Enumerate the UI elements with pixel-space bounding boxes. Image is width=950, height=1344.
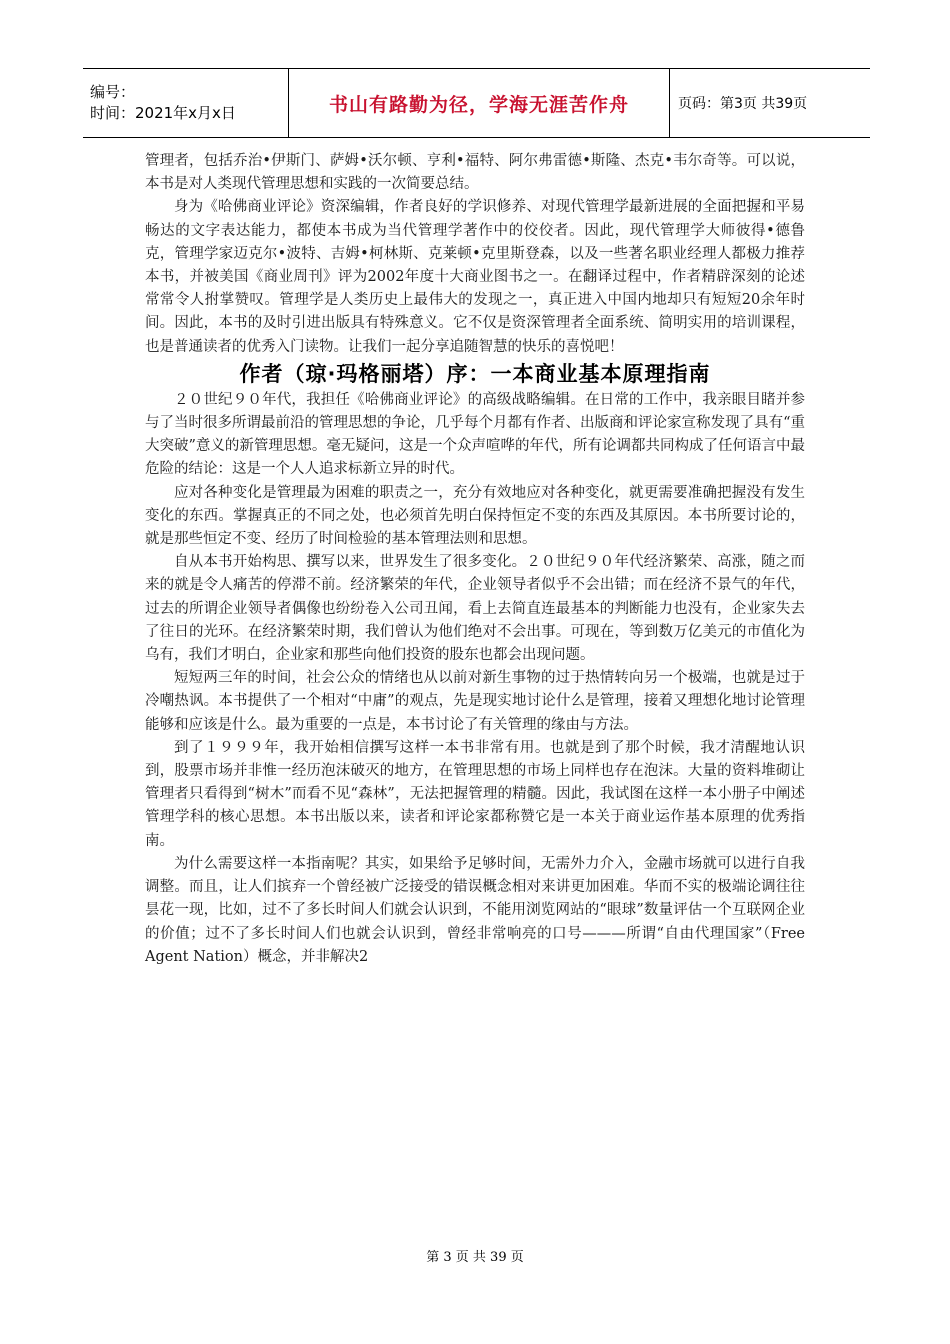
paragraph: 身为《哈佛商业评论》资深编辑，作者良好的学识修养、对现代管理学最新进展的全面把握和平易畅达的文字表达能力，都使本书成为当代管理学著作中的佼佼者。因此，现代管理学大师彼得•德鲁克，管理学家迈克尔•波特、吉姆•柯林斯、克莱顿•克里斯登森，以及一些著名职业经理人都极力推荐本书，并被美国《商业周刊》评为2002年度十大商业图书之一。在翻译过程中，作者精辟深刻的论述常常令人拊掌赞叹。管理学是人类历史上最伟大的发现之一，真正进入中国内地却只有短短20余年时间。因此，本书的及时引进出版具有特殊意义。它不仅是资深管理者全面系统、简明实用的培训课程，也是普通读者的优秀入门读物。让我们一起分享追随智慧的快乐的喜悦吧！ (145, 199, 805, 355)
header-page-info (670, 69, 870, 137)
page-info-text: 页码：第3页 共39页 (678, 96, 808, 112)
header-motto-cell (289, 69, 670, 137)
document-number-label: 编号： (90, 83, 136, 101)
paragraph: 应对各种变化是管理最为困难的职责之一，充分有效地应对各种变化，就更需要准确把握没有发生变化的东西。掌握真正的不同之处，也必须首先明白保持恒定不变的东西及其原因。本书所要讨论的，就是那些恒定不变、经历了时间检验的基本管理法则和思想。 (145, 484, 805, 548)
header-motto: 书山有路勤为径，学海无涯苦作舟 (328, 93, 629, 116)
paragraph-continuation: 管理者，包括乔治•伊斯门、萨姆•沃尔顿、亨利•福特、阿尔弗雷德•斯隆、杰克•韦尔奇等。可以说，本书是对人类现代管理思想和实践的一次简要总结。 (145, 153, 805, 193)
paragraph: 短短两三年的时间，社会公众的情绪也从以前对新生事物的过于热情转向另一个极端，也就是过于冷嘲热讽。本书提供了一个相对“中庸”的观点，先是现实地讨论什么是管理，接着又理想化地讨论管理能够和应该是什么。最为重要的一点是，本书讨论了有关管理的缘由与方法。 (145, 670, 805, 733)
paragraph: 为什么需要这样一本指南呢？其实，如果给予足够时间，无需外力介入，金融市场就可以进行自我调整。而且，让人们摈弃一个曾经被广泛接受的错误概念相对来讲更加困难。华而不实的极端论调往往昙花一现，比如，过不了多长时间人们就会认识到，不能用浏览网站的“眼球”数量评估一个互联网企业的价值；过不了多长时间人们也就会认识到，曾经非常响亮的口号———所谓“自由代理国家”（Free Agent Nation）概念，并非解决2 (145, 855, 805, 965)
paragraph: ２０世纪９０年代，我担任《哈佛商业评论》的高级战略编辑。在日常的工作中，我亲眼目睹并参与了当时很多所谓最前沿的管理思想的争论，几乎每个月都有作者、出版商和评论家宣称发现了具有“重大突破”意义的新管理思想。毫无疑问，这是一个众声喧哗的年代，所有论调都共同构成了任何语言中最危险的结论：这是一个人人追求标新立异的时代。 (145, 391, 805, 478)
document-body (145, 150, 805, 969)
paragraph: 自从本书开始构思、撰写以来，世界发生了很多变化。２０世纪９０年代经济繁荣、高涨，随之而来的就是令人痛苦的停滞不前。经济繁荣的年代，企业领导者似乎不会出错；而在经济不景气的年代，过去的所谓企业领导者偶像也纷纷卷入公司丑闻，看上去简直连最基本的判断能力也没有，企业家失去了往日的光环。在经济繁荣时期，我们曾认为他们绝对不会出事。可现在，等到数万亿美元的市值化为乌有，我们才明白，企业家和那些向他们投资的股东也都会出现问题。 (145, 554, 805, 664)
page-footer: 第 3 页 共 39 页 (426, 1250, 524, 1265)
header-meta (83, 69, 289, 137)
paragraph: 到了１９９９年，我开始相信撰写这样一本书非常有用。也就是到了那个时候，我才清醒地认识到，股票市场并非惟一经历泡沫破灭的地方，在管理思想的市场上同样也存在泡沫。大量的资料堆砌让管理者只看得到“树木”而看不见“森林”，无法把握管理的精髓。因此，我试图在这样一本小册子中阐述管理学科的核心思想。本书出版以来，读者和评论家都称赞它是一本关于商业运作基本原理的优秀指南。 (145, 739, 805, 849)
section-title: 作者（琼·玛格丽塔）序：一本商业基本原理指南 (239, 361, 711, 386)
page-header (83, 68, 870, 138)
document-date: 时间：2021年x月x日 (90, 104, 236, 122)
